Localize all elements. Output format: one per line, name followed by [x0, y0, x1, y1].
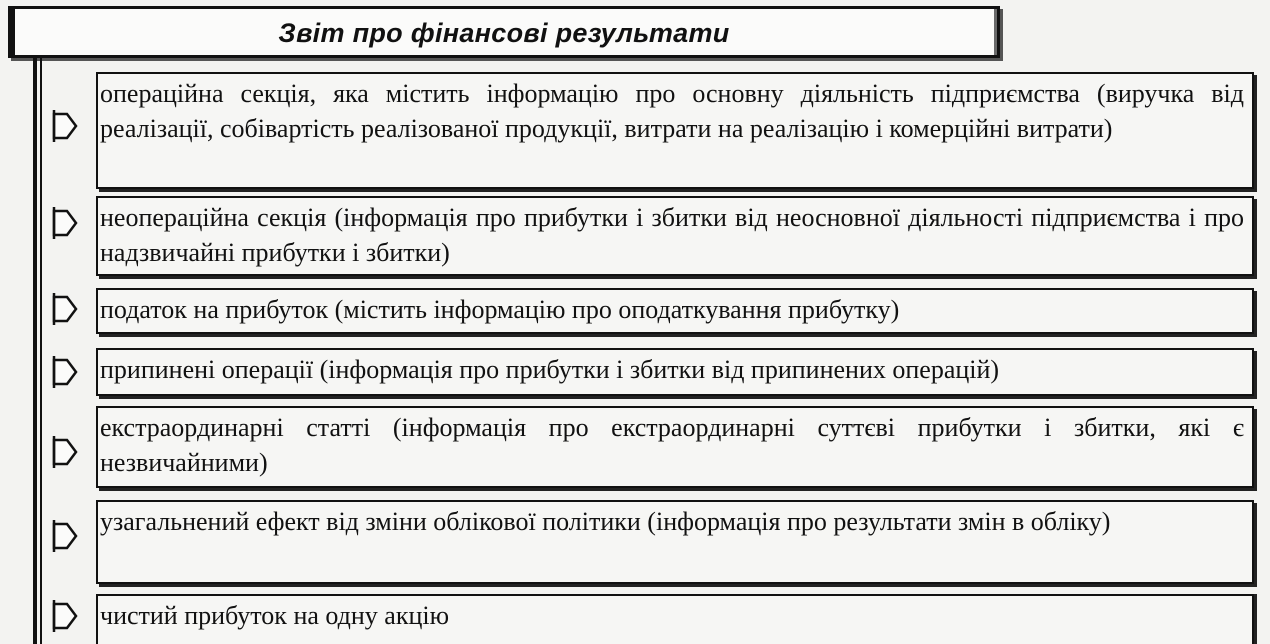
list-item-text: неопераційна секція (інформація про прибутки і збитки від неосновної діяльності підприємства і про надзвичайні прибутки і збитки) — [100, 203, 1244, 267]
connector-trunk-line-inner — [40, 58, 42, 644]
diagram-title: Звіт про фінансові результати — [278, 18, 730, 48]
arrow-icon — [52, 289, 78, 329]
list-item-accounting-policy-effect — [96, 500, 1254, 584]
arrow-icon — [52, 516, 78, 556]
list-item-text: податок на прибуток (містить інформацію про оподаткування прибутку) — [100, 295, 900, 324]
list-item-operating-section — [96, 72, 1254, 189]
arrow-icon — [52, 432, 78, 472]
list-item-text: чистий прибуток на одну акцію — [100, 601, 450, 630]
arrow-icon — [52, 596, 78, 636]
diagram-title-box — [8, 6, 1000, 58]
list-item-text: екстраординарні статті (інформація про екстраординарні суттєві прибутки і збитки, які є незвичайними) — [100, 413, 1244, 477]
list-item-text: узагальнений ефект від зміни облікової політики (інформація про результати змін в обліку) — [100, 507, 1111, 536]
list-item-text: припинені операції (інформація про прибутки і збитки від припинених операцій) — [100, 355, 1000, 384]
list-item-discontinued-operations — [96, 348, 1254, 396]
list-item-income-tax — [96, 288, 1254, 334]
list-item-non-operating-section — [96, 196, 1254, 276]
arrow-icon — [52, 203, 78, 243]
list-item-earnings-per-share — [96, 594, 1254, 644]
connector-trunk-line — [33, 58, 37, 644]
arrow-icon — [52, 352, 78, 392]
list-item-text: операційна секція, яка містить інформацію про основну діяльність підприємства (виручка від реалізації, собівартість реалізованої продукції, витрати на реалізацію і комерційні витрати) — [100, 79, 1244, 143]
arrow-icon — [52, 106, 78, 146]
list-item-extraordinary-items — [96, 406, 1254, 488]
